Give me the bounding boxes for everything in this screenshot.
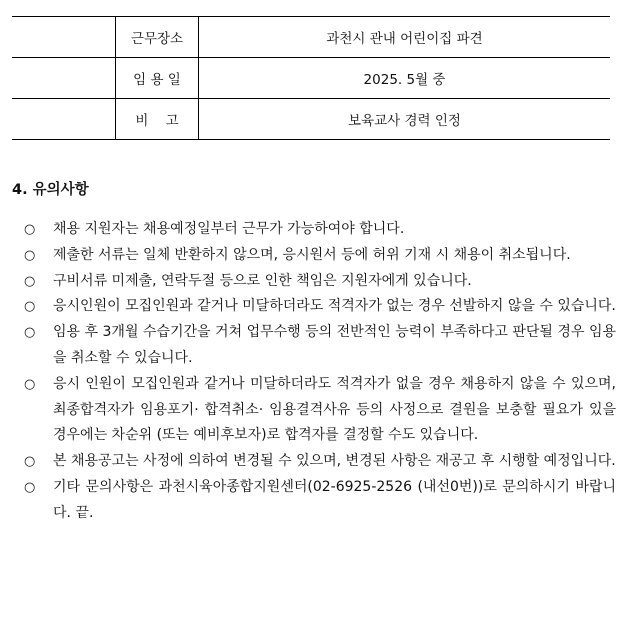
row-label: 근무장소 bbox=[116, 17, 199, 58]
circle-bullet-icon: ○ bbox=[24, 273, 36, 289]
notice-text: 임용 후 3개월 수습기간을 거쳐 업무수행 등의 전반적인 능력이 부족하다고 판단될 경우 임용을 취소할 수 있습니다. bbox=[53, 324, 616, 366]
circle-bullet-icon: ○ bbox=[24, 299, 36, 315]
notice-list bbox=[24, 217, 616, 527]
row-label: 비 고 bbox=[116, 99, 199, 140]
notice-text: 응시 인원이 모집인원과 같거나 미달하더라도 적격자가 없을 경우 채용하지 않을 수 있으며, 최종합격자가 임용포기· 합격취소· 임용결격사유 등의 사정으로 결원을 보충할 필요가 있을 경우에는 차순위 (또는 예비후보자)로 합격자를 결정할 수도 있습니다. bbox=[53, 375, 616, 444]
notice-text: 응시인원이 모집인원과 같거나 미달하더라도 적격자가 없는 경우 선발하지 않을 수 있습니다. bbox=[53, 298, 616, 315]
row-value: 2025. 5월 중 bbox=[363, 72, 446, 88]
list-item bbox=[24, 269, 616, 295]
notice-text: 채용 지원자는 채용예정일부터 근무가 가능하여야 합니다. bbox=[53, 221, 405, 237]
row-value: 보육교사 경력 인정 bbox=[348, 113, 461, 129]
list-item bbox=[24, 320, 616, 372]
section-heading: 4. 유의사항 bbox=[12, 182, 89, 198]
circle-bullet-icon: ○ bbox=[24, 479, 36, 495]
list-item bbox=[24, 217, 616, 243]
list-item bbox=[24, 449, 616, 475]
table-spacer-cell bbox=[12, 99, 116, 140]
list-item bbox=[24, 372, 616, 449]
table-spacer-cell bbox=[12, 58, 116, 99]
list-item bbox=[24, 294, 616, 320]
row-label: 임 용 일 bbox=[116, 58, 199, 99]
notice-text: 본 채용공고는 사정에 의하여 변경될 수 있으며, 변경된 사항은 재공고 후 시행할 예정입니다. bbox=[53, 453, 616, 470]
table-row bbox=[12, 99, 610, 140]
table-row bbox=[12, 58, 610, 99]
list-item bbox=[24, 243, 616, 269]
circle-bullet-icon: ○ bbox=[24, 454, 36, 470]
info-table bbox=[12, 16, 610, 140]
circle-bullet-icon: ○ bbox=[24, 376, 36, 392]
row-value: 과천시 관내 어린이집 파견 bbox=[326, 31, 483, 47]
notice-text: 기타 문의사항은 과천시육아종합지원센터(02-6925-2526 (내선0번))로 문의하시기 바랍니다. 끝. bbox=[53, 478, 616, 521]
table-row bbox=[12, 17, 610, 58]
notice-text: 제출한 서류는 일체 반환하지 않으며, 응시원서 등에 허위 기재 시 채용이 취소됩니다. bbox=[53, 246, 571, 263]
circle-bullet-icon: ○ bbox=[24, 325, 36, 341]
table-spacer-cell bbox=[12, 17, 116, 58]
notice-text: 구비서류 미제출, 연락두절 등으로 인한 책임은 지원자에게 있습니다. bbox=[53, 272, 472, 289]
circle-bullet-icon: ○ bbox=[24, 222, 36, 237]
list-item bbox=[24, 475, 616, 527]
circle-bullet-icon: ○ bbox=[24, 247, 36, 263]
